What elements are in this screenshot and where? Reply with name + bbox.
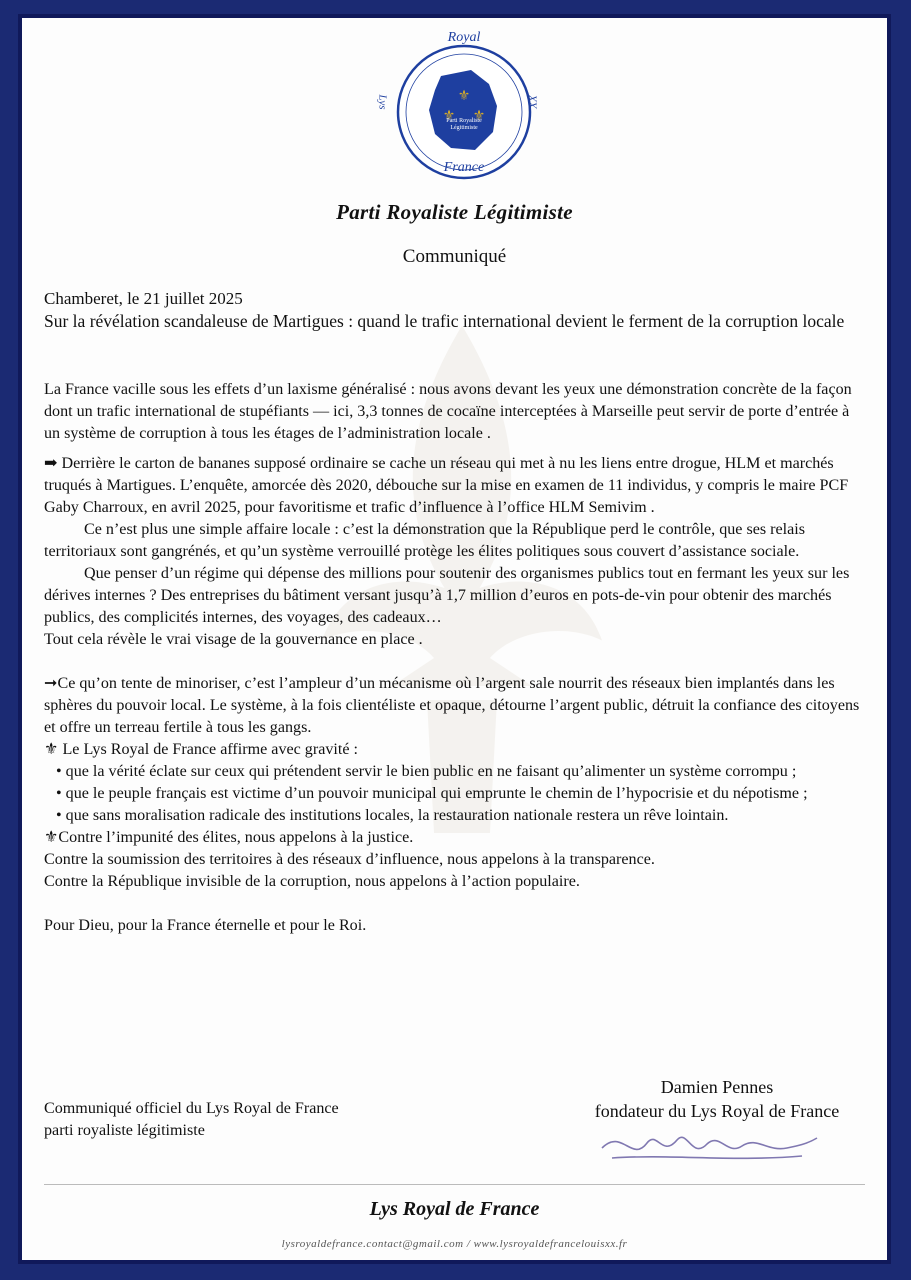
paragraph-analysis: Ce n’est plus une simple affaire locale : c’est la démonstration que la République perd le contrôle, que ses relais territoriaux sont gangrénés, et qu’un système verrouillé protège les élites politiques sous couvert d’assistance sociale. <box>44 521 806 560</box>
date-line: Chamberet, le 21 juillet 2025 <box>44 289 243 308</box>
list-item: • que sans moralisation radicale des institutions locales, la restauration nationale restera un rêve lointain. <box>56 807 729 824</box>
logo-left-text: Lys <box>376 94 389 110</box>
paragraph-mechanism: ➞Ce qu’on tente de minoriser, c’est l’ampleur d’un mécanisme où l’argent sale nourrit des réseaux bien implantés dans les sphères du pouvoir local. Le système, à la fois clientéliste et opaque, détourne l’argent public, détruit la confiance des citoyens et offre un terreau fertile à tous les gangs. <box>44 675 860 736</box>
signatory-block <box>552 1075 882 1123</box>
closing-line: Pour Dieu, pour la France éternelle et pour le Roi. <box>44 917 367 934</box>
signatory-title: fondateur du Lys Royal de France <box>594 1101 840 1121</box>
logo-top-text: Royal <box>447 30 481 45</box>
signatory-name: Damien Pennes <box>660 1077 774 1097</box>
communique-body <box>44 288 869 937</box>
paragraph-conclusion: Tout cela révèle le vrai visage de la gouvernance en place . <box>44 631 423 648</box>
issuer-block <box>44 1098 339 1142</box>
document-type: Communiqué <box>402 246 507 267</box>
logo-right-text: XX <box>527 95 540 109</box>
call-action: Contre la République invisible de la corruption, nous appelons à l’action populaire. <box>44 873 580 890</box>
call-justice: ⚜Contre l’impunité des élites, nous appelons à la justice. <box>44 829 414 846</box>
svg-text:⚜: ⚜ <box>472 109 486 124</box>
footer-brand: Lys Royal de France <box>369 1198 540 1220</box>
svg-text:⚜: ⚜ <box>457 89 471 104</box>
issuer-line-2: parti royaliste légitimiste <box>44 1122 205 1139</box>
footer-divider <box>44 1184 865 1185</box>
svg-text:⚜: ⚜ <box>442 109 456 124</box>
paragraph-intro: La France vacille sous les effets d’un laxisme généralisé : nous avons devant les yeux une démonstration concrète de la façon dont un trafic international de stupéfiants — ici, 3,3 tonnes de cocaïne interceptées à Marseille peut servir de porte d’entrée à un système de corruption à tous les étages de l’administration locale . <box>44 381 852 442</box>
logo-map-text: Parti Royaliste Légitimiste <box>446 118 482 131</box>
footer-contact: lysroyaldefrance.contact@gmail.com / www.lysroyaldefrancelouisxx.fr <box>281 1238 628 1250</box>
communique-page <box>18 14 891 1264</box>
paragraph-question: Que penser d’un régime qui dépense des millions pour soutenir des organismes publics tout en fermant les yeux sur les dérives internes ? Des entreprises du bâtiment versant jusqu’à 1,7 million d’euros en pots-de-vin pour obtenir des marchés publics, des complicités internes, des voyages, des cadeaux… <box>44 565 850 626</box>
affirmation-intro: ⚜ Le Lys Royal de France affirme avec gravité : <box>44 741 358 758</box>
party-name: Parti Royaliste Légitimiste <box>336 200 573 224</box>
handwritten-signature <box>592 1118 822 1170</box>
headline: Sur la révélation scandaleuse de Martigues : quand le trafic international devient le ferment de la corruption locale <box>44 311 845 331</box>
paragraph-investigation: ➡ Derrière le carton de bananes supposé ordinaire se cache un réseau qui met à nu les liens entre drogue, HLM et marchés truqués à Martigues. L’enquête, amorcée dès 2020, débouche sur la mise en examen de 11 individus, y compris le maire PCF Gaby Charroux, en avril 2025, pour favoritisme et trafic d’influence à l’office HLM Semivim . <box>44 455 849 516</box>
logo-bottom-text: France <box>443 160 485 175</box>
list-item: • que le peuple français est victime d’un pouvoir municipal qui emprunte le chemin de l’hypocrisie et du népotisme ; <box>56 785 808 802</box>
list-item: • que la vérité éclate sur ceux qui prétendent servir le bien public en ne faisant qu’alimenter un système corrompu ; <box>56 763 797 780</box>
issuer-line-1: Communiqué officiel du Lys Royal de France <box>44 1100 339 1117</box>
call-transparency: Contre la soumission des territoires à des réseaux d’influence, nous appelons à la transparence. <box>44 851 655 868</box>
